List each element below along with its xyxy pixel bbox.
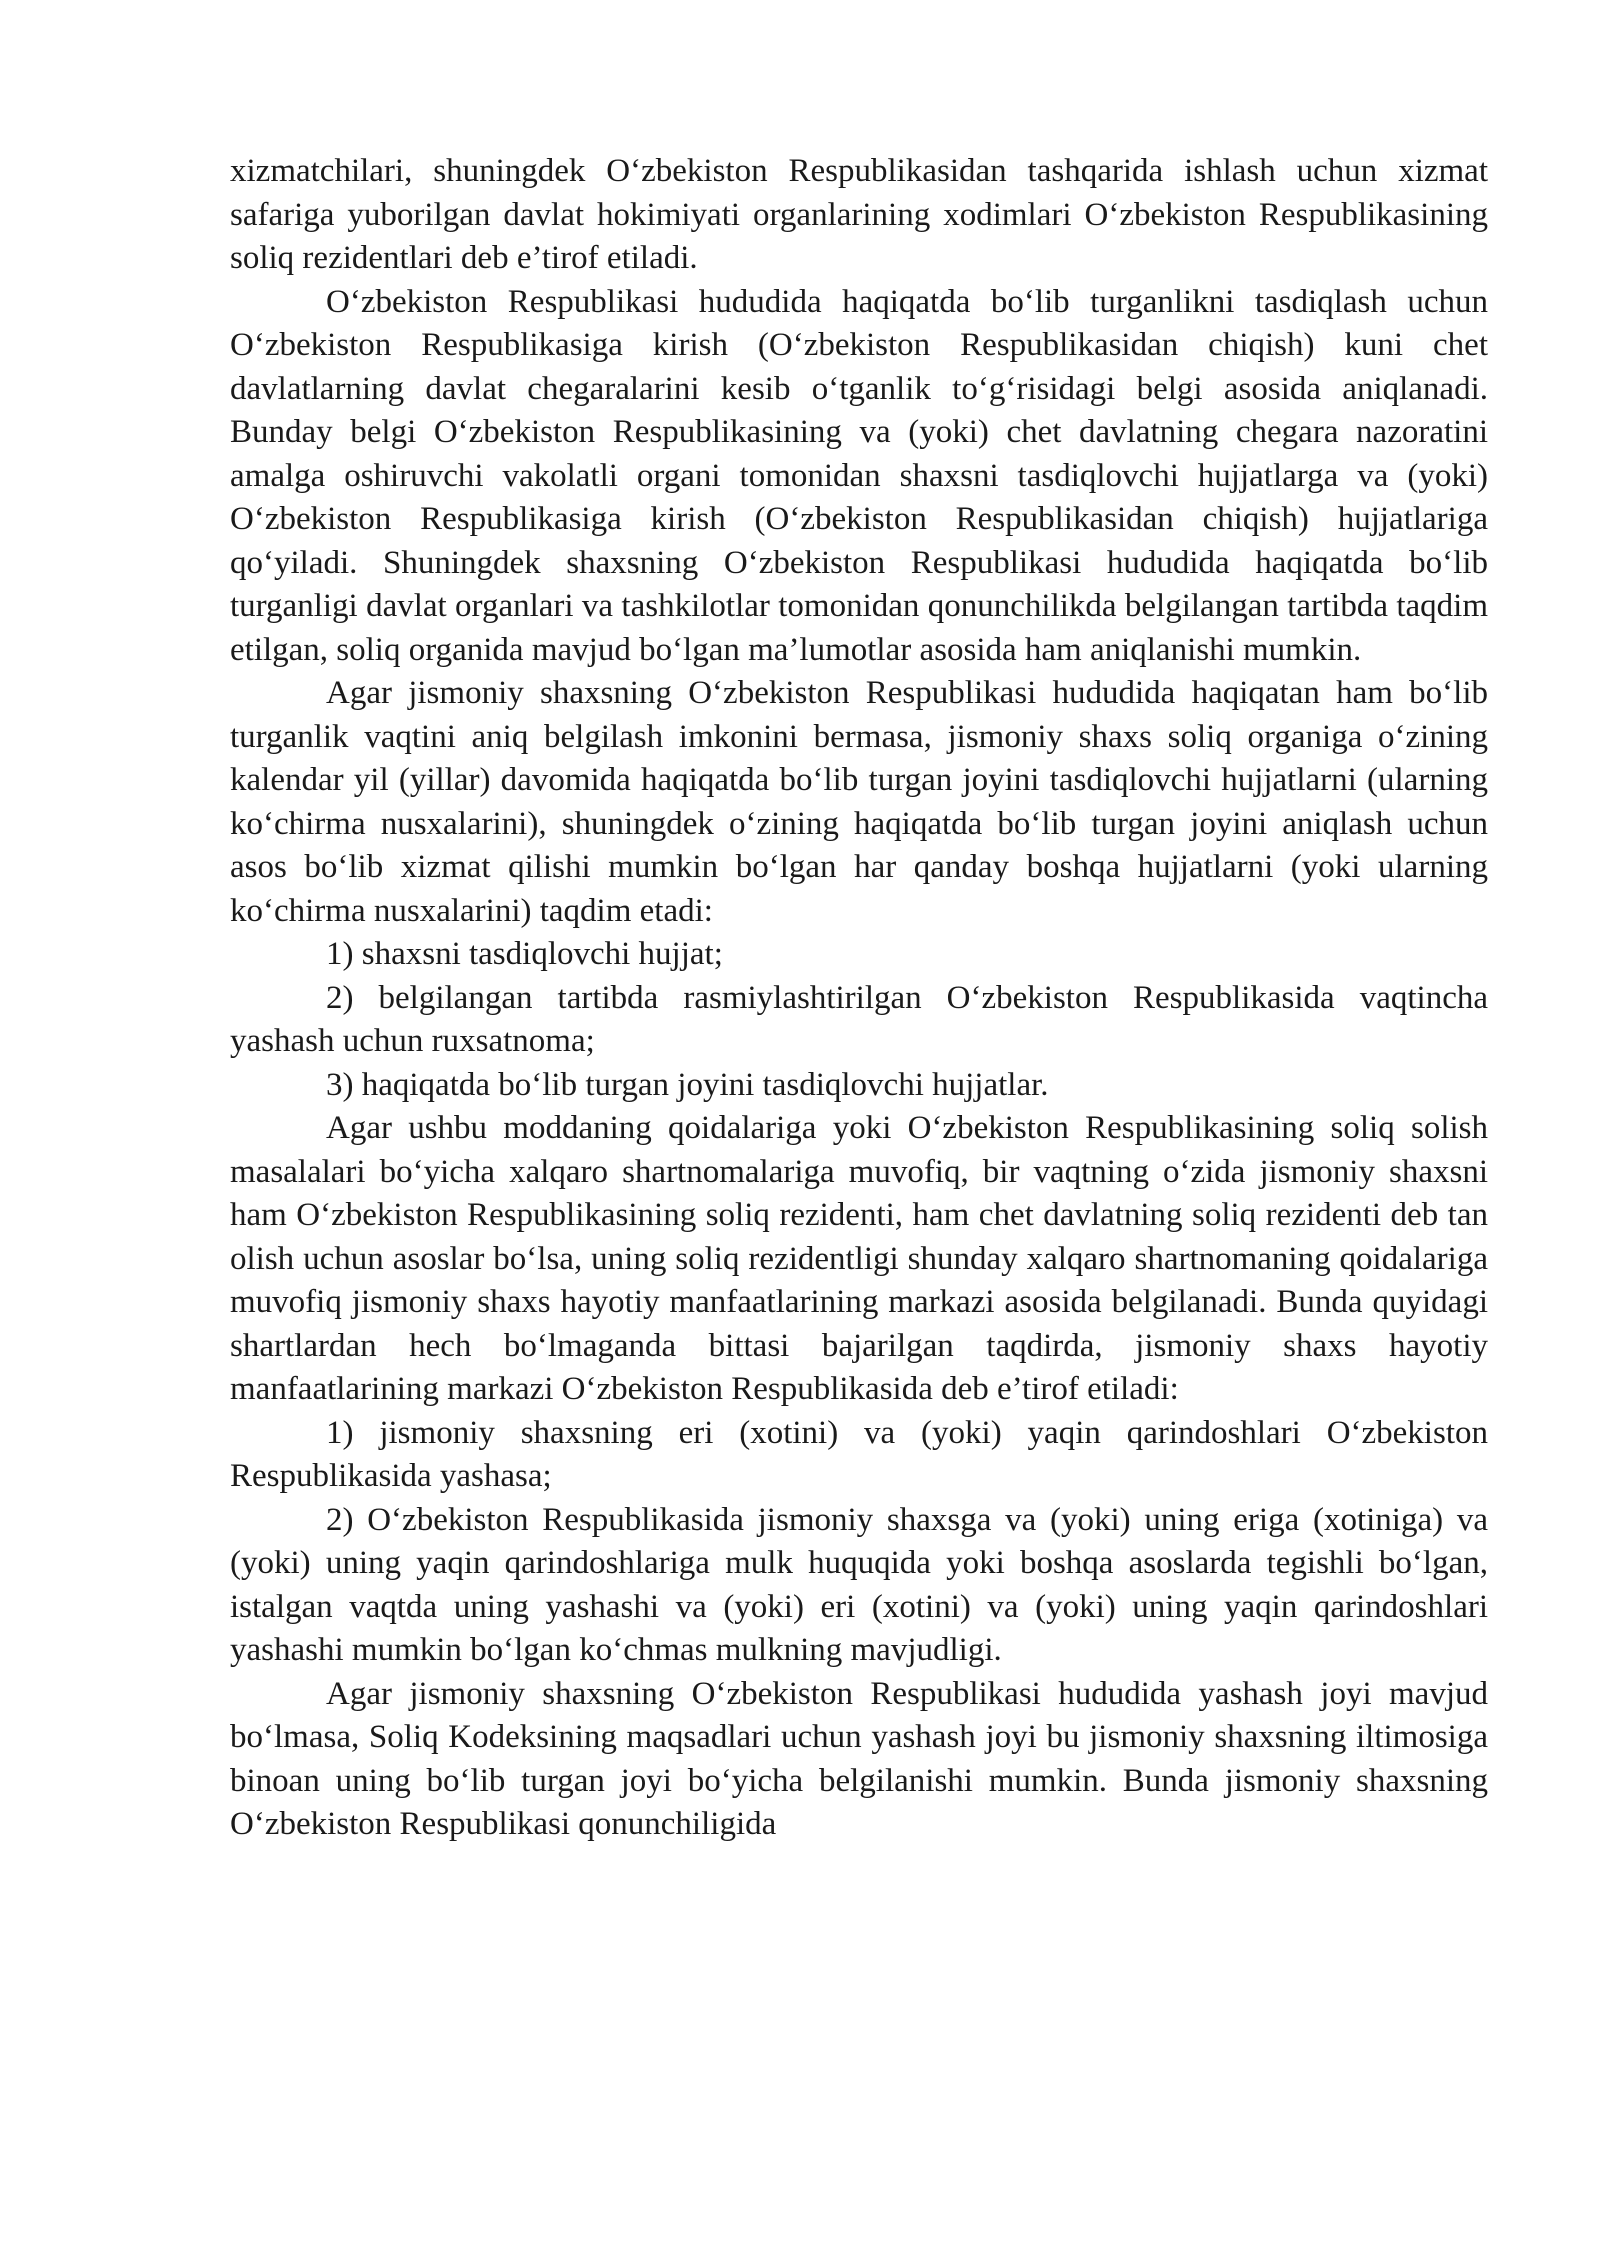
list-item-2: 2) belgilangan tartibda rasmiylashtirilgan O‘zbekiston Respublikasida vaqtincha yashash uchun ruxsatnoma; bbox=[230, 979, 1488, 1059]
paragraph-1: xizmatchilari, shuningdek O‘zbekiston Respublikasidan tashqarida ishlash uchun xizmat safariga yuborilgan davlat hokimiyati organlarining xodimlari O‘zbekiston Respublikasining soliq rezidentlari deb e’tirof etiladi. bbox=[230, 153, 1488, 276]
list-item-3: 3) haqiqatda bo‘lib turgan joyini tasdiqlovchi hujjatlar. bbox=[326, 1066, 1049, 1103]
paragraph-5: Agar jismoniy shaxsning O‘zbekiston Respublikasi hududida yashash joyi mavjud bo‘lmasa, Soliq Kodeksining maqsadlari uchun yashash joyi bu jismoniy shaxsning iltimosiga binoan uning bo‘lib turgan joyi bo‘yicha belgilanishi mumkin. Bunda jismoniy shaxsning O‘zbekiston Respublikasi qonunchiligida bbox=[230, 1675, 1488, 1842]
list-item-5: 2) O‘zbekiston Respublikasida jismoniy shaxsga va (yoki) uning eriga (xotiniga) va (yoki) uning yaqin qarindoshlariga mulk huquqida yoki boshqa asoslarda tegishli bo‘lgan, istalgan vaqtda uning yashashi va (yoki) eri (xotini) va (yoki) uning yaqin qarindoshlari yashashi mumkin bo‘lgan ko‘chmas mulkning mavjudligi. bbox=[230, 1501, 1488, 1668]
paragraph-4: Agar ushbu moddaning qoidalariga yoki O‘zbekiston Respublikasining soliq solish masalalari bo‘yicha xalqaro shartnomalariga muvofiq, bir vaqtning o‘zida jismoniy shaxsni ham O‘zbekiston Respublikasining soliq rezidenti, ham chet davlatning soliq rezidenti deb tan olish uchun asoslar bo‘lsa, uning soliq rezidentligi shunday xalqaro shartnomaning qoidalariga muvofiq jismoniy shaxs hayotiy manfaatlarining markazi asosida belgilanadi. Bunda quyidagi shartlardan hech bo‘lmaganda bittasi bajarilgan taqdirda, jismoniy shaxs hayotiy manfaatlarining markazi O‘zbekiston Respublikasida deb e’tirof etiladi: bbox=[230, 1110, 1488, 1407]
paragraph-2: O‘zbekiston Respublikasi hududida haqiqatda bo‘lib turganlikni tasdiqlash uchun O‘zbekiston Respublikasiga kirish (O‘zbekiston Respublikasidan chiqish) kuni chet davlatlarning davlat chegaralarini kesib o‘tganlik to‘g‘risidagi belgi asosida aniqlanadi. Bunday belgi O‘zbekiston Respublikasining va (yoki) chet davlatning chegara nazoratini amalga oshiruvchi vakolatli organi tomonidan shaxsni tasdiqlovchi hujjatlarga va (yoki) O‘zbekiston Respublikasiga kirish (O‘zbekiston Respublikasidan chiqish) hujjatlariga qo‘yiladi. Shuningdek shaxsning O‘zbekiston Respublikasi hududida haqiqatda bo‘lib turganligi davlat organlari va tashkilotlar tomonidan qonunchilikda belgilangan tartibda taqdim etilgan, soliq organida mavjud bo‘lgan ma’lumotlar asosida ham aniqlanishi mumkin. bbox=[230, 283, 1488, 668]
list-item-1: 1) shaxsni tasdiqlovchi hujjat; bbox=[326, 936, 723, 972]
document-page bbox=[230, 150, 1488, 1847]
list-item-4: 1) jismoniy shaxsning eri (xotini) va (yoki) yaqin qarindoshlari O‘zbekiston Respublikasida yashasa; bbox=[230, 1414, 1488, 1494]
paragraph-3: Agar jismoniy shaxsning O‘zbekiston Respublikasi hududida haqiqatan ham bo‘lib turganlik vaqtini aniq belgilash imkonini bermasa, jismoniy shaxs soliq organiga o‘zining kalendar yil (yillar) davomida haqiqatda bo‘lib turgan joyini tasdiqlovchi hujjatlarni (ularning ko‘chirma nusxalarini), shuningdek o‘zining haqiqatda bo‘lib turgan joyini aniqlash uchun asos bo‘lib xizmat qilishi mumkin bo‘lgan har qanday boshqa hujjatlarni (yoki ularning ko‘chirma nusxalarini) taqdim etadi: bbox=[230, 675, 1488, 929]
